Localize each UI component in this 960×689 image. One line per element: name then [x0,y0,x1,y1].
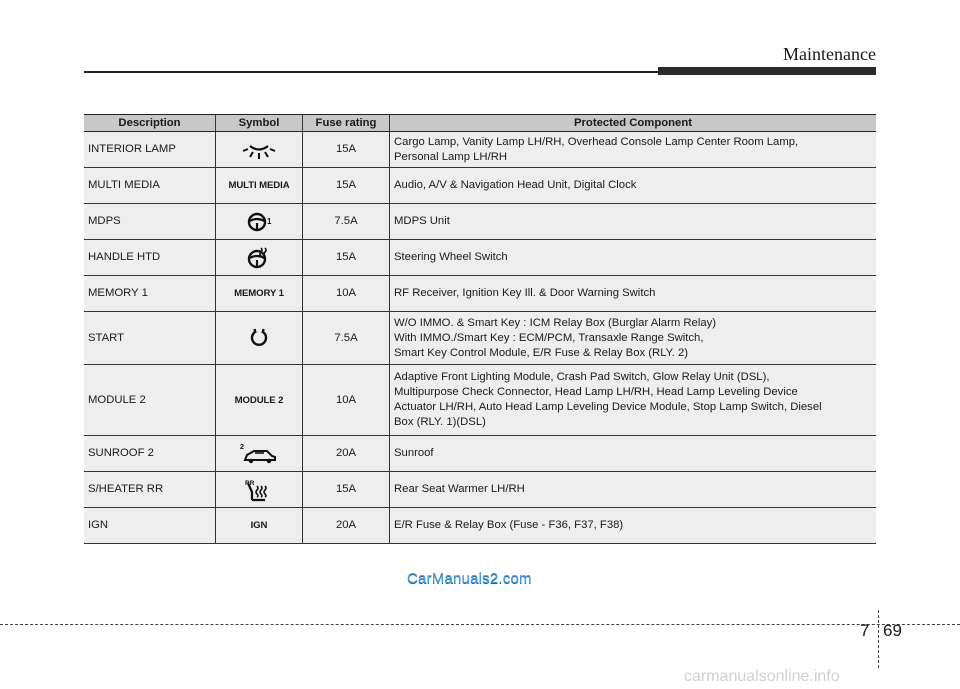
symbol-label: IGN [250,520,268,531]
row-protected-component: Sunroof [390,436,877,472]
row-fuse-rating: 15A [303,132,390,168]
fuse-table [84,114,876,544]
row-protected-component: Steering Wheel Switch [390,240,877,276]
row-symbol [216,508,303,544]
row-symbol [216,240,303,276]
row-symbol [216,312,303,365]
table-header-row [84,115,876,132]
row-fuse-rating: 10A [303,365,390,436]
symbol-label: MODULE 2 [234,394,284,406]
row-fuse-rating: 7.5A [303,204,390,240]
table-row [84,240,876,276]
chapter-number: 7 [860,621,870,640]
row-symbol [216,168,303,204]
row-description: S/HEATER RR [84,472,216,508]
sunroof-icon [237,441,281,467]
steering-wheel-icon [239,210,279,234]
table-row [84,168,876,204]
row-description: MODULE 2 [84,365,216,436]
table-row [84,204,876,240]
symbol-suffix: RR [245,479,255,487]
row-protected-component: Rear Seat Warmer LH/RH [390,472,877,508]
table-row [84,312,876,365]
column-header-protected-component: Protected Component [390,115,877,132]
row-protected-component: Audio, A/V & Navigation Head Unit, Digital Clock [390,168,877,204]
row-description: MULTI MEDIA [84,168,216,204]
row-protected-component: E/R Fuse & Relay Box (Fuse - F36, F37, F38) [390,508,877,544]
row-fuse-rating: 15A [303,472,390,508]
table-row [84,365,876,436]
row-description: MDPS [84,204,216,240]
symbol-label: MULTI MEDIA [228,180,290,191]
row-protected-component: MDPS Unit [390,204,877,240]
heated-steering-wheel-icon [239,245,279,271]
page-number-divider [878,610,879,668]
row-description: INTERIOR LAMP [84,132,216,168]
table-row [84,132,876,168]
column-header-description: Description [84,115,216,132]
row-fuse-rating: 20A [303,508,390,544]
row-fuse-rating: 7.5A [303,312,390,365]
symbol-suffix: 1 [267,216,272,226]
table-row [84,472,876,508]
column-header-fuse-rating: Fuse rating [303,115,390,132]
rear-seat-heater-icon [239,477,279,503]
row-fuse-rating: 10A [303,276,390,312]
row-symbol [216,472,303,508]
row-description: START [84,312,216,365]
row-protected-component: W/O IMMO. & Smart Key : ICM Relay Box (Burglar Alarm Relay) With IMMO./Smart Key : ECM/PCM, Transaxle Range Switch, Smart Key Control Module, E/R Fuse & Relay Box (RLY. 2) [390,312,877,365]
site-watermark: carmanualsonline.info [684,668,840,685]
header-rule [84,71,660,73]
footer-divider [0,624,960,625]
table-row [84,276,876,312]
table-row [84,508,876,544]
page-number: 69 [883,621,902,640]
row-protected-component: Cargo Lamp, Vanity Lamp LH/RH, Overhead Console Lamp Center Room Lamp, Personal Lamp LH/RH [390,132,877,168]
row-description: HANDLE HTD [84,240,216,276]
table-row [84,436,876,472]
row-fuse-rating: 15A [303,168,390,204]
row-fuse-rating: 15A [303,240,390,276]
interior-lamp-icon [239,139,279,161]
symbol-suffix: 2 [240,443,244,451]
row-protected-component: RF Receiver, Ignition Key Ill. & Door Warning Switch [390,276,877,312]
symbol-label: MEMORY 1 [234,288,284,299]
row-symbol [216,365,303,436]
column-header-symbol: Symbol [216,115,303,132]
header-rule-accent [658,67,876,75]
row-symbol [216,132,303,168]
section-title: Maintenance [783,44,876,64]
row-symbol [216,276,303,312]
watermark-link[interactable]: CarManuals2.com [407,570,532,587]
row-symbol [216,436,303,472]
row-description: IGN [84,508,216,544]
row-description: MEMORY 1 [84,276,216,312]
row-symbol [216,204,303,240]
row-protected-component: Adaptive Front Lighting Module, Crash Pad Switch, Glow Relay Unit (DSL), Multipurpose Check Connector, Head Lamp LH/RH, Head Lamp Leveling Device Actuator LH/RH, Auto Head Lamp Leveling Device Module, Stop Lamp Switch, Diesel Box (RLY. 1)(DSL) [390,365,877,436]
row-description: SUNROOF 2 [84,436,216,472]
start-icon [239,327,279,349]
row-fuse-rating: 20A [303,436,390,472]
